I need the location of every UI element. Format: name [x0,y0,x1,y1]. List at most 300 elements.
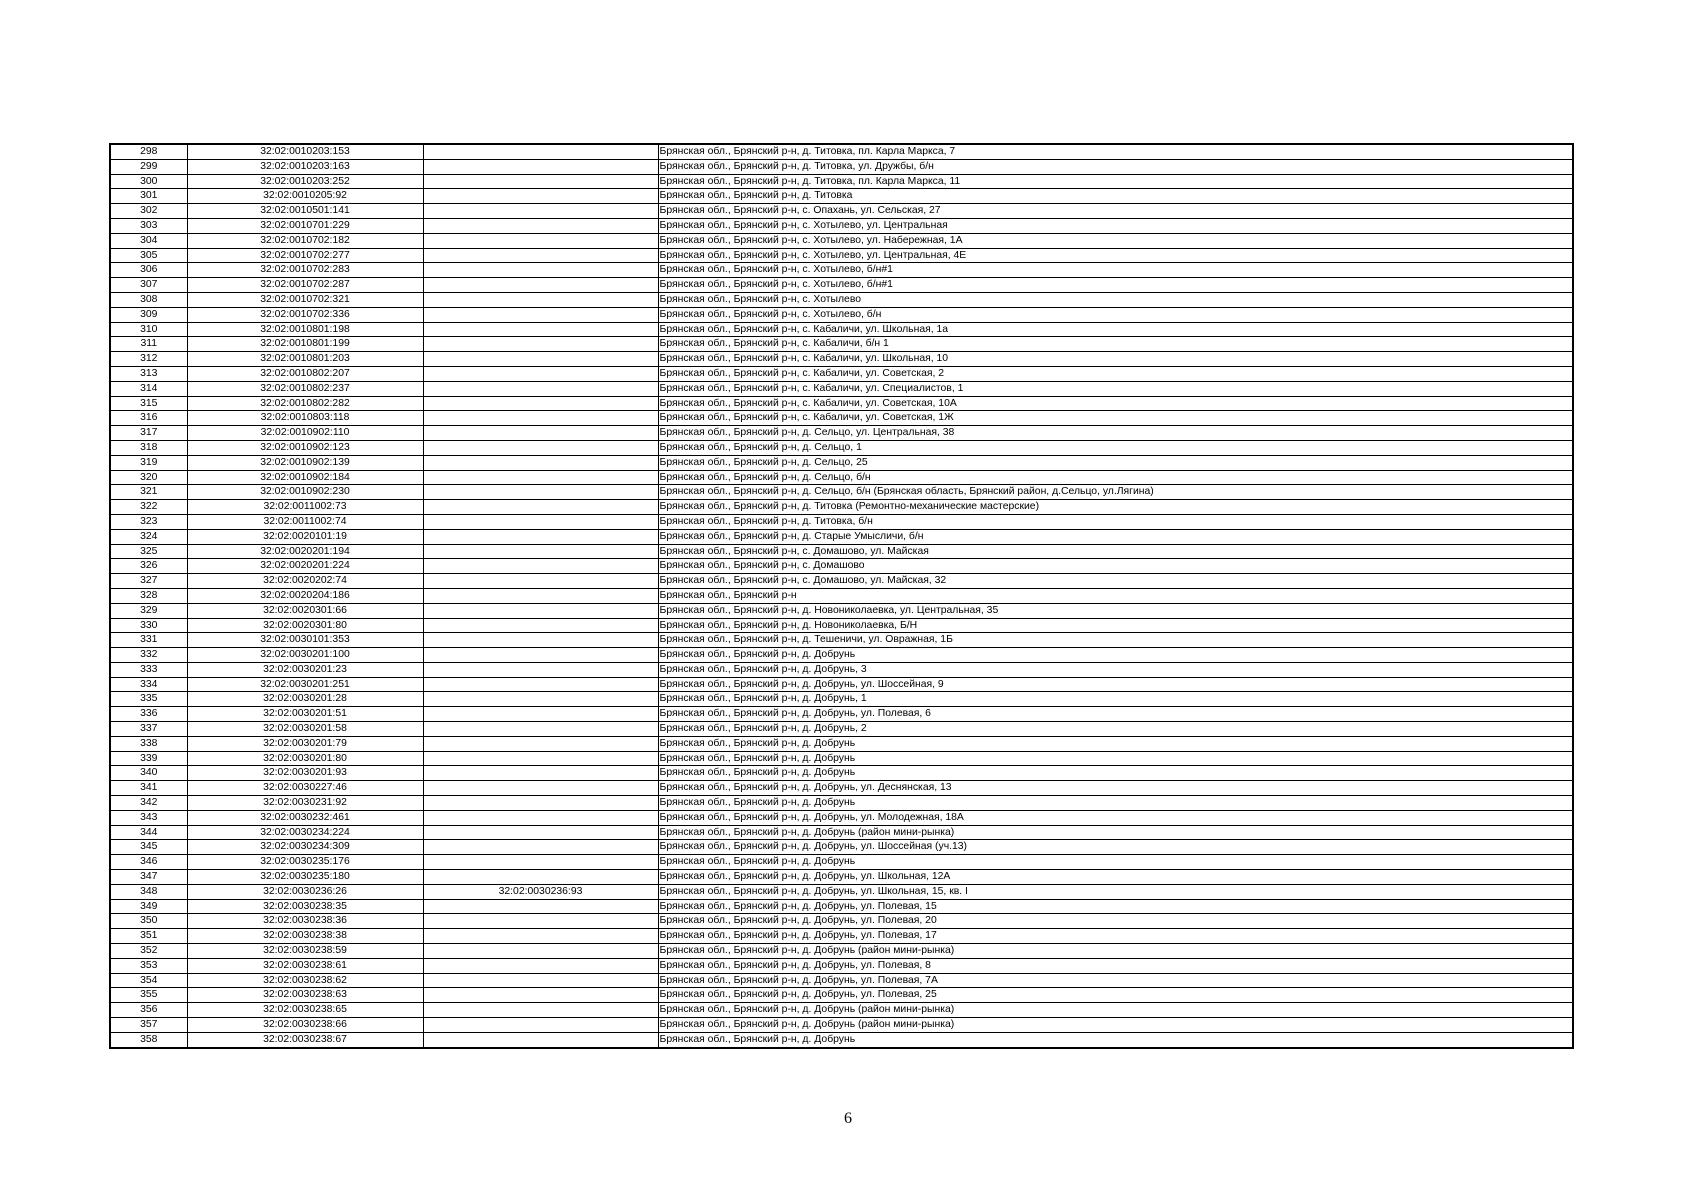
address-cell: Брянская обл., Брянский р-н, д. Добрунь, ул. Полевая, 17 [658,929,1573,944]
row-number-cell: 313 [110,366,187,381]
cadastral-number-cell: 32:02:0010702:336 [187,307,423,322]
cadastral-number-cell: 32:02:0010702:277 [187,248,423,263]
table-row [110,174,1573,189]
address-cell: Брянская обл., Брянский р-н, д. Добрунь, ул. Шоссейная, 9 [658,677,1573,692]
address-cell: Брянская обл., Брянский р-н, д. Добрунь [658,751,1573,766]
table-row [110,307,1573,322]
related-cadastral-number-cell [423,736,658,751]
row-number-cell: 345 [110,840,187,855]
address-cell: Брянская обл., Брянский р-н, д. Добрунь, ул. Молодежная, 18А [658,810,1573,825]
row-number-cell: 321 [110,485,187,500]
address-cell: Брянская обл., Брянский р-н, д. Добрунь, ул. Деснянская, 13 [658,781,1573,796]
related-cadastral-number-cell [423,958,658,973]
row-number-cell: 322 [110,500,187,515]
related-cadastral-number-cell [423,529,658,544]
table-row [110,559,1573,574]
cadastral-number-cell: 32:02:0020202:74 [187,574,423,589]
row-number-cell: 318 [110,440,187,455]
row-number-cell: 356 [110,1003,187,1018]
table-row [110,914,1573,929]
row-number-cell: 355 [110,988,187,1003]
related-cadastral-number-cell [423,825,658,840]
row-number-cell: 335 [110,692,187,707]
cadastral-number-cell: 32:02:0010701:229 [187,218,423,233]
related-cadastral-number-cell [423,810,658,825]
table-row [110,973,1573,988]
table-row [110,751,1573,766]
address-cell: Брянская обл., Брянский р-н, д. Добрунь, ул. Полевая, 8 [658,958,1573,973]
address-cell: Брянская обл., Брянский р-н, д. Добрунь, ул. Полевая, 20 [658,914,1573,929]
cadastral-number-cell: 32:02:0020101:19 [187,529,423,544]
related-cadastral-number-cell [423,1018,658,1033]
cadastral-number-cell: 32:02:0030234:224 [187,825,423,840]
address-cell: Брянская обл., Брянский р-н, д. Титовка, ул. Дружбы, б/н [658,159,1573,174]
address-cell: Брянская обл., Брянский р-н, с. Кабаличи, ул. Советская, 10А [658,396,1573,411]
address-cell: Брянская обл., Брянский р-н, с. Хотылево, ул. Набережная, 1А [658,233,1573,248]
table-row [110,944,1573,959]
row-number-cell: 357 [110,1018,187,1033]
row-number-cell: 304 [110,233,187,248]
table-row [110,322,1573,337]
related-cadastral-number-cell [423,544,658,559]
row-number-cell: 352 [110,944,187,959]
address-cell: Брянская обл., Брянский р-н, д. Титовка, б/н [658,514,1573,529]
row-number-cell: 308 [110,292,187,307]
row-number-cell: 358 [110,1032,187,1047]
related-cadastral-number-cell [423,500,658,515]
row-number-cell: 347 [110,870,187,885]
table-row [110,278,1573,293]
address-cell: Брянская обл., Брянский р-н, д. Сельцо, 25 [658,455,1573,470]
table-row [110,381,1573,396]
address-cell: Брянская обл., Брянский р-н, с. Хотылево [658,292,1573,307]
address-cell: Брянская обл., Брянский р-н, д. Добрунь [658,796,1573,811]
row-number-cell: 319 [110,455,187,470]
address-cell: Брянская обл., Брянский р-н, д. Добрунь, ул. Полевая, 7А [658,973,1573,988]
table-row [110,662,1573,677]
related-cadastral-number-cell [423,574,658,589]
cadastral-number-cell: 32:02:0010702:182 [187,233,423,248]
table-row [110,263,1573,278]
address-cell: Брянская обл., Брянский р-н, с. Кабаличи, ул. Школьная, 1а [658,322,1573,337]
related-cadastral-number-cell [423,1032,658,1047]
table-row [110,958,1573,973]
cadastral-number-cell: 32:02:0030201:28 [187,692,423,707]
cadastral-number-cell: 32:02:0030236:26 [187,884,423,899]
related-cadastral-number-cell [423,781,658,796]
address-cell: Брянская обл., Брянский р-н, с. Кабаличи, ул. Специалистов, 1 [658,381,1573,396]
table-row [110,796,1573,811]
related-cadastral-number-cell [423,855,658,870]
related-cadastral-number-cell [423,396,658,411]
address-cell: Брянская обл., Брянский р-н, с. Кабаличи, б/н 1 [658,337,1573,352]
cadastral-number-cell: 32:02:0030201:79 [187,736,423,751]
related-cadastral-number-cell [423,707,658,722]
row-number-cell: 323 [110,514,187,529]
related-cadastral-number-cell [423,988,658,1003]
table-row [110,1032,1573,1047]
row-number-cell: 306 [110,263,187,278]
related-cadastral-number-cell [423,618,658,633]
address-cell: Брянская обл., Брянский р-н, д. Добрунь [658,1032,1573,1047]
table-row [110,426,1573,441]
table-body [110,144,1573,1048]
cadastral-number-cell: 32:02:0010902:184 [187,470,423,485]
row-number-cell: 325 [110,544,187,559]
row-number-cell: 334 [110,677,187,692]
related-cadastral-number-cell [423,766,658,781]
row-number-cell: 349 [110,899,187,914]
row-number-cell: 329 [110,603,187,618]
address-cell: Брянская обл., Брянский р-н, д. Титовка, пл. Карла Маркса, 7 [658,144,1573,159]
related-cadastral-number-cell [423,677,658,692]
table-row [110,988,1573,1003]
related-cadastral-number-cell [423,470,658,485]
address-cell: Брянская обл., Брянский р-н, с. Хотылево, б/н#1 [658,278,1573,293]
cadastral-number-cell: 32:02:0030231:92 [187,796,423,811]
cadastral-number-cell: 32:02:0030201:23 [187,662,423,677]
cadastral-number-cell: 32:02:0030234:309 [187,840,423,855]
table-row [110,292,1573,307]
cadastral-number-cell: 32:02:0020204:186 [187,588,423,603]
related-cadastral-number-cell [423,514,658,529]
row-number-cell: 332 [110,648,187,663]
cadastral-number-cell: 32:02:0020201:224 [187,559,423,574]
cadastral-number-cell: 32:02:0010801:198 [187,322,423,337]
related-cadastral-number-cell [423,233,658,248]
cadastral-number-cell: 32:02:0030201:251 [187,677,423,692]
row-number-cell: 303 [110,218,187,233]
related-cadastral-number-cell [423,144,658,159]
address-cell: Брянская обл., Брянский р-н, д. Добрунь (район мини-рынка) [658,1003,1573,1018]
table-row [110,825,1573,840]
table-row [110,736,1573,751]
address-cell: Брянская обл., Брянский р-н, с. Опахань, ул. Сельская, 27 [658,204,1573,219]
table-row [110,529,1573,544]
cadastral-number-cell: 32:02:0010501:141 [187,204,423,219]
table-row [110,144,1573,159]
address-cell: Брянская обл., Брянский р-н, д. Новониколаевка, ул. Центральная, 35 [658,603,1573,618]
related-cadastral-number-cell [423,307,658,322]
table-row [110,884,1573,899]
row-number-cell: 324 [110,529,187,544]
cadastral-number-cell: 32:02:0020301:80 [187,618,423,633]
table-row [110,929,1573,944]
row-number-cell: 333 [110,662,187,677]
related-cadastral-number-cell [423,929,658,944]
table-row [110,633,1573,648]
cadastral-number-cell: 32:02:0030238:35 [187,899,423,914]
cadastral-number-cell: 32:02:0010702:321 [187,292,423,307]
cadastral-number-cell: 32:02:0030238:65 [187,1003,423,1018]
table-row [110,218,1573,233]
cadastral-number-cell: 32:02:0030238:38 [187,929,423,944]
row-number-cell: 310 [110,322,187,337]
row-number-cell: 338 [110,736,187,751]
cadastral-number-cell: 32:02:0010802:237 [187,381,423,396]
cadastral-number-cell: 32:02:0010203:153 [187,144,423,159]
address-cell: Брянская обл., Брянский р-н, с. Хотылево, ул. Центральная [658,218,1573,233]
row-number-cell: 301 [110,189,187,204]
address-cell: Брянская обл., Брянский р-н, с. Хотылево, б/н [658,307,1573,322]
address-cell: Брянская обл., Брянский р-н, с. Домашово, ул. Майская, 32 [658,574,1573,589]
table-row [110,574,1573,589]
table-row [110,1003,1573,1018]
related-cadastral-number-cell [423,322,658,337]
address-cell: Брянская обл., Брянский р-н, с. Домашово [658,559,1573,574]
table-row [110,352,1573,367]
cadastral-number-cell: 32:02:0030235:180 [187,870,423,885]
related-cadastral-number-cell: 32:02:0030236:93 [423,884,658,899]
related-cadastral-number-cell [423,337,658,352]
related-cadastral-number-cell [423,426,658,441]
table-row [110,648,1573,663]
table-row [110,514,1573,529]
table-row [110,899,1573,914]
cadastral-number-cell: 32:02:0010902:110 [187,426,423,441]
cadastral-number-cell: 32:02:0010205:92 [187,189,423,204]
cadastral-number-cell: 32:02:0030232:461 [187,810,423,825]
cadastral-number-cell: 32:02:0030201:58 [187,722,423,737]
related-cadastral-number-cell [423,662,658,677]
cadastral-number-cell: 32:02:0030235:176 [187,855,423,870]
related-cadastral-number-cell [423,603,658,618]
row-number-cell: 350 [110,914,187,929]
cadastral-number-cell: 32:02:0010801:203 [187,352,423,367]
address-cell: Брянская обл., Брянский р-н, с. Кабаличи, ул. Советская, 2 [658,366,1573,381]
cadastral-number-cell: 32:02:0010203:252 [187,174,423,189]
address-cell: Брянская обл., Брянский р-н, д. Добрунь, 2 [658,722,1573,737]
row-number-cell: 315 [110,396,187,411]
table-row [110,618,1573,633]
table-row [110,603,1573,618]
row-number-cell: 316 [110,411,187,426]
related-cadastral-number-cell [423,204,658,219]
table-row [110,677,1573,692]
related-cadastral-number-cell [423,455,658,470]
row-number-cell: 336 [110,707,187,722]
table-row [110,588,1573,603]
related-cadastral-number-cell [423,588,658,603]
related-cadastral-number-cell [423,559,658,574]
related-cadastral-number-cell [423,381,658,396]
related-cadastral-number-cell [423,485,658,500]
row-number-cell: 346 [110,855,187,870]
cadastral-number-cell: 32:02:0010802:207 [187,366,423,381]
table-row [110,544,1573,559]
address-cell: Брянская обл., Брянский р-н, д. Титовка, пл. Карла Маркса, 11 [658,174,1573,189]
cadastral-number-cell: 32:02:0011002:73 [187,500,423,515]
table-row [110,455,1573,470]
table-row [110,766,1573,781]
related-cadastral-number-cell [423,174,658,189]
cadastral-number-cell: 32:02:0011002:74 [187,514,423,529]
table-row [110,233,1573,248]
row-number-cell: 353 [110,958,187,973]
related-cadastral-number-cell [423,292,658,307]
related-cadastral-number-cell [423,159,658,174]
address-cell: Брянская обл., Брянский р-н, с. Хотылево, ул. Центральная, 4Е [658,248,1573,263]
address-cell: Брянская обл., Брянский р-н, д. Добрунь, 3 [658,662,1573,677]
cadastral-number-cell: 32:02:0030238:61 [187,958,423,973]
page-number: 6 [844,1110,852,1127]
related-cadastral-number-cell [423,870,658,885]
row-number-cell: 328 [110,588,187,603]
table-row [110,470,1573,485]
related-cadastral-number-cell [423,633,658,648]
address-cell: Брянская обл., Брянский р-н, д. Старые Умысличи, б/н [658,529,1573,544]
related-cadastral-number-cell [423,692,658,707]
address-cell: Брянская обл., Брянский р-н, д. Добрунь [658,648,1573,663]
row-number-cell: 330 [110,618,187,633]
cadastral-number-cell: 32:02:0010902:123 [187,440,423,455]
related-cadastral-number-cell [423,840,658,855]
row-number-cell: 314 [110,381,187,396]
related-cadastral-number-cell [423,189,658,204]
row-number-cell: 320 [110,470,187,485]
cadastral-number-cell: 32:02:0030201:80 [187,751,423,766]
address-cell: Брянская обл., Брянский р-н [658,588,1573,603]
row-number-cell: 311 [110,337,187,352]
address-cell: Брянская обл., Брянский р-н, д. Титовка [658,189,1573,204]
row-number-cell: 344 [110,825,187,840]
address-cell: Брянская обл., Брянский р-н, д. Добрунь [658,855,1573,870]
table-row [110,337,1573,352]
cadastral-number-cell: 32:02:0030227:46 [187,781,423,796]
related-cadastral-number-cell [423,1003,658,1018]
table-row [110,810,1573,825]
table-row [110,1018,1573,1033]
objects-table [109,143,1574,1049]
cadastral-number-cell: 32:02:0030238:66 [187,1018,423,1033]
table-row [110,855,1573,870]
cadastral-number-cell: 32:02:0020201:194 [187,544,423,559]
row-number-cell: 331 [110,633,187,648]
row-number-cell: 341 [110,781,187,796]
table-row [110,366,1573,381]
related-cadastral-number-cell [423,796,658,811]
table-row [110,870,1573,885]
cadastral-number-cell: 32:02:0030238:36 [187,914,423,929]
row-number-cell: 340 [110,766,187,781]
address-cell: Брянская обл., Брянский р-н, д. Добрунь, ул. Полевая, 15 [658,899,1573,914]
cadastral-number-cell: 32:02:0010801:199 [187,337,423,352]
table-row [110,500,1573,515]
related-cadastral-number-cell [423,263,658,278]
row-number-cell: 326 [110,559,187,574]
row-number-cell: 351 [110,929,187,944]
table-row [110,159,1573,174]
related-cadastral-number-cell [423,278,658,293]
cadastral-number-cell: 32:02:0030201:51 [187,707,423,722]
cadastral-number-cell: 32:02:0010902:230 [187,485,423,500]
address-cell: Брянская обл., Брянский р-н, д. Сельцо, б/н (Брянская область, Брянский район, д.Сельцо, ул.Лягина) [658,485,1573,500]
address-cell: Брянская обл., Брянский р-н, с. Хотылево, б/н#1 [658,263,1573,278]
row-number-cell: 305 [110,248,187,263]
table-row [110,411,1573,426]
row-number-cell: 342 [110,796,187,811]
address-cell: Брянская обл., Брянский р-н, д. Добрунь [658,736,1573,751]
table-row [110,722,1573,737]
related-cadastral-number-cell [423,899,658,914]
address-cell: Брянская обл., Брянский р-н, д. Сельцо, б/н [658,470,1573,485]
address-cell: Брянская обл., Брянский р-н, д. Добрунь (район мини-рынка) [658,825,1573,840]
cadastral-number-cell: 32:02:0030238:63 [187,988,423,1003]
related-cadastral-number-cell [423,218,658,233]
row-number-cell: 300 [110,174,187,189]
cadastral-number-cell: 32:02:0010802:282 [187,396,423,411]
table-row [110,781,1573,796]
address-cell: Брянская обл., Брянский р-н, с. Домашово, ул. Майская [658,544,1573,559]
row-number-cell: 327 [110,574,187,589]
row-number-cell: 339 [110,751,187,766]
address-cell: Брянская обл., Брянский р-н, д. Добрунь, ул. Школьная, 12А [658,870,1573,885]
address-cell: Брянская обл., Брянский р-н, д. Сельцо, 1 [658,440,1573,455]
cadastral-number-cell: 32:02:0010203:163 [187,159,423,174]
address-cell: Брянская обл., Брянский р-н, д. Добрунь (район мини-рынка) [658,1018,1573,1033]
row-number-cell: 354 [110,973,187,988]
address-cell: Брянская обл., Брянский р-н, д. Добрунь, ул. Полевая, 25 [658,988,1573,1003]
table-row [110,189,1573,204]
row-number-cell: 307 [110,278,187,293]
related-cadastral-number-cell [423,722,658,737]
cadastral-number-cell: 32:02:0010902:139 [187,455,423,470]
row-number-cell: 343 [110,810,187,825]
related-cadastral-number-cell [423,248,658,263]
table-row [110,692,1573,707]
table-row [110,396,1573,411]
cadastral-number-cell: 32:02:0030101:353 [187,633,423,648]
row-number-cell: 299 [110,159,187,174]
table-row [110,248,1573,263]
address-cell: Брянская обл., Брянский р-н, д. Добрунь, ул. Шоссейная (уч.13) [658,840,1573,855]
row-number-cell: 317 [110,426,187,441]
related-cadastral-number-cell [423,352,658,367]
related-cadastral-number-cell [423,751,658,766]
row-number-cell: 298 [110,144,187,159]
table-row [110,440,1573,455]
address-cell: Брянская обл., Брянский р-н, с. Кабаличи, ул. Школьная, 10 [658,352,1573,367]
address-cell: Брянская обл., Брянский р-н, с. Кабаличи, ул. Советская, 1Ж [658,411,1573,426]
address-cell: Брянская обл., Брянский р-н, д. Титовка (Ремонтно-механические мастерские) [658,500,1573,515]
cadastral-number-cell: 32:02:0030201:100 [187,648,423,663]
table-row [110,204,1573,219]
table-row [110,840,1573,855]
cadastral-number-cell: 32:02:0030238:59 [187,944,423,959]
address-cell: Брянская обл., Брянский р-н, д. Тешеничи, ул. Овражная, 1Б [658,633,1573,648]
related-cadastral-number-cell [423,411,658,426]
address-cell: Брянская обл., Брянский р-н, д. Новониколаевка, Б/Н [658,618,1573,633]
related-cadastral-number-cell [423,944,658,959]
related-cadastral-number-cell [423,366,658,381]
related-cadastral-number-cell [423,973,658,988]
table-row [110,485,1573,500]
row-number-cell: 302 [110,204,187,219]
address-cell: Брянская обл., Брянский р-н, д. Сельцо, ул. Центральная, 38 [658,426,1573,441]
address-cell: Брянская обл., Брянский р-н, д. Добрунь, ул. Полевая, 6 [658,707,1573,722]
row-number-cell: 337 [110,722,187,737]
row-number-cell: 312 [110,352,187,367]
cadastral-number-cell: 32:02:0010702:287 [187,278,423,293]
related-cadastral-number-cell [423,648,658,663]
address-cell: Брянская обл., Брянский р-н, д. Добрунь [658,766,1573,781]
address-cell: Брянская обл., Брянский р-н, д. Добрунь (район мини-рынка) [658,944,1573,959]
cadastral-number-cell: 32:02:0020301:66 [187,603,423,618]
cadastral-number-cell: 32:02:0030238:62 [187,973,423,988]
cadastral-number-cell: 32:02:0010702:283 [187,263,423,278]
table-row [110,707,1573,722]
row-number-cell: 348 [110,884,187,899]
